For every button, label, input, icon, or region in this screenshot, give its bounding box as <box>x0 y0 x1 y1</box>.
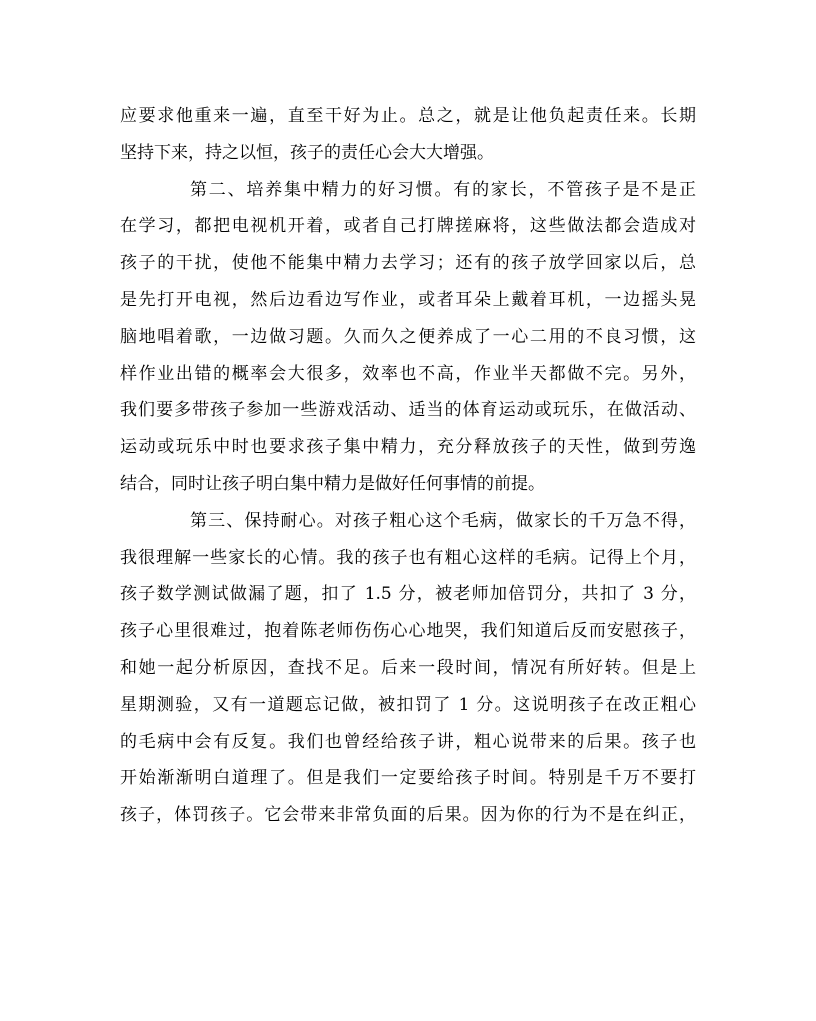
text-line: 结合，同时让孩子明白集中精力是做好任何事情的前提。 <box>120 473 545 494</box>
text-line: 星期测验，又有一道题忘记做，被扣罚了 1 分。这说明孩子在改正粗心 <box>120 694 696 715</box>
document-body <box>120 98 696 834</box>
text-line: 应要求他重来一遍，直至干好为止。总之，就是让他负起责任来。长期 <box>120 106 696 126</box>
text-line: 的毛病中会有反复。我们也曾经给孩子讲，粗心说带来的后果。孩子也 <box>120 731 696 752</box>
text-line: 第三、保持耐心。对孩子粗心这个毛病，做家长的千万急不得， <box>190 510 696 531</box>
text-line: 孩子，体罚孩子。它会带来非常负面的后果。因为你的行为不是在纠正， <box>120 805 696 826</box>
text-line: 我很理解一些家长的心情。我的孩子也有粗心这样的毛病。记得上个月， <box>120 547 696 568</box>
text-line: 孩子心里很难过，抱着陈老师伤伤心心地哭，我们知道后反而安慰孩子， <box>120 621 696 642</box>
text-line: 我们要多带孩子参加一些游戏活动、适当的体育运动或玩乐，在做活动、 <box>120 400 696 421</box>
text-line: 坚持下来，持之以恒，孩子的责任心会大大增强。 <box>120 142 494 163</box>
text-line: 运动或玩乐中时也要求孩子集中精力，充分释放孩子的天性，做到劳逸 <box>120 437 696 458</box>
text-line: 脑地唱着歌，一边做习题。久而久之便养成了一心二用的不良习惯，这 <box>120 326 696 347</box>
text-line: 是先打开电视，然后边看边写作业，或者耳朵上戴着耳机，一边摇头晃 <box>120 289 696 310</box>
text-line: 样作业出错的概率会大很多，效率也不高，作业半天都做不完。另外， <box>120 363 696 384</box>
text-line: 第二、培养集中精力的好习惯。有的家长，不管孩子是不是正 <box>190 179 696 200</box>
text-line: 孩子的干扰，使他不能集中精力去学习；还有的孩子放学回家以后，总 <box>120 253 696 274</box>
text-line: 和她一起分析原因，查找不足。后来一段时间，情况有所好转。但是上 <box>120 657 696 678</box>
text-line: 在学习，都把电视机开着，或者自己打牌搓麻将，这些做法都会造成对 <box>120 216 696 237</box>
text-line: 孩子数学测试做漏了题，扣了 1.5 分，被老师加倍罚分，共扣了 3 分， <box>120 584 696 605</box>
text-line: 开始渐渐明白道理了。但是我们一定要给孩子时间。特别是千万不要打 <box>120 768 696 789</box>
